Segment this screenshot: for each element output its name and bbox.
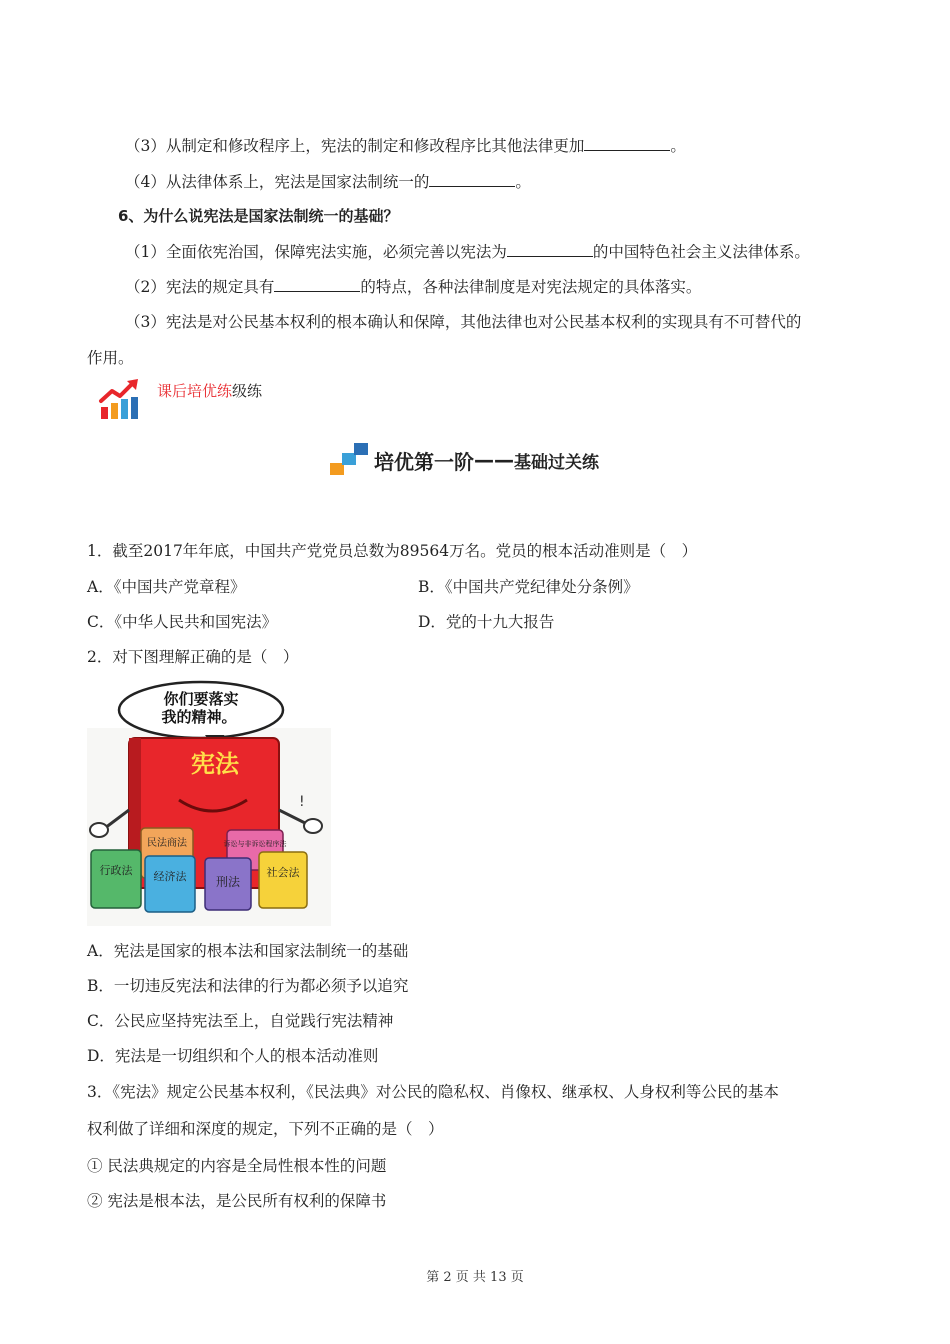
section-title: 培优第一阶 —— 基础过关练 [328, 440, 599, 480]
q2-option-b[interactable]: B．一切违反宪法和法律的行为都必须予以追究 [87, 977, 409, 995]
q6-item-1: （1）全面依宪治国，保障宪法实施，必须完善以宪法为 的中国特色社会主义法律体系。 [125, 240, 810, 263]
book-procedure: 诉讼与非诉讼程序法 [223, 840, 287, 848]
growth-chart-icon [98, 377, 144, 423]
q3-stem-line1: 3．《宪法》规定公民基本权利，《民法典》对公民的隐私权、肖像权、继承权、人身权利等公民的基本 [87, 1083, 779, 1101]
constitution-cartoon [87, 680, 333, 926]
q1-option-c[interactable]: C．《中华人民共和国宪法》 [87, 613, 278, 631]
q3-stem-line2: 权利做了详细和深度的规定，下列不正确的是（ ） [87, 1120, 444, 1138]
q3-option-1[interactable]: ① 民法典规定的内容是全局性根本性的问题 [87, 1157, 387, 1175]
book-administrative: 行政法 [99, 864, 133, 877]
question-6-heading: 6、为什么说宪法是国家法制统一的基础？ [118, 207, 399, 225]
book-social: 社会法 [266, 866, 300, 879]
q1-option-a[interactable]: A．《中国共产党章程》 [87, 578, 246, 596]
q6-item-2: （2）宪法的规定具有 的特点，各种法律制度是对宪法规定的具体落实。 [125, 275, 701, 298]
item-3-procedure: （3）从制定和修改程序上，宪法的制定和修改程序比其他法律更加 。 [125, 134, 686, 157]
q2-option-d[interactable]: D．宪法是一切组织和个人的根本活动准则 [87, 1047, 379, 1065]
book-civil-commercial: 民法商法 [147, 838, 187, 849]
q1-option-d[interactable]: D．党的十九大报告 [418, 613, 555, 631]
book-criminal: 刑法 [215, 875, 241, 889]
item-4-legal-system: （4）从法律体系上，宪法是国家法制统一的 。 [125, 170, 531, 193]
q3-option-2[interactable]: ② 宪法是根本法，是公民所有权利的保障书 [87, 1192, 387, 1210]
q1-option-b[interactable]: B．《中国共产党纪律处分条例》 [418, 578, 639, 596]
answer-blank[interactable] [507, 240, 593, 257]
bubble-line-2: 我的精神。 [161, 708, 237, 726]
answer-blank[interactable] [584, 134, 670, 151]
book-economic: 经济法 [153, 870, 187, 883]
q2-option-c[interactable]: C．公民应坚持宪法至上，自觉践行宪法精神 [87, 1012, 394, 1030]
q2-option-a[interactable]: A．宪法是国家的根本法和国家法制统一的基础 [87, 942, 409, 960]
page-footer: 第 2 页 共 13 页 [426, 1270, 524, 1285]
q6-item-3-line2: 作用。 [87, 349, 134, 367]
answer-blank[interactable] [274, 275, 360, 292]
stairs-icon [328, 443, 370, 477]
bubble-line-1: 你们要落实 [163, 690, 239, 708]
constitution-book-title: 宪法 [191, 750, 239, 778]
q1-stem: 1．截至2017年年底，中国共产党党员总数为89564万名。党员的根本活动准则是（ ） [87, 542, 698, 560]
answer-blank[interactable] [429, 170, 515, 187]
q6-item-3-line1: （3）宪法是对公民基本权利的根本确认和保障，其他法律也对公民基本权利的实现具有不可替代的 [125, 313, 802, 331]
practice-banner: 课后培优练级练 [157, 382, 263, 400]
q2-stem: 2．对下图理解正确的是（ ） [87, 648, 299, 666]
svg-text:!: ! [299, 794, 305, 810]
